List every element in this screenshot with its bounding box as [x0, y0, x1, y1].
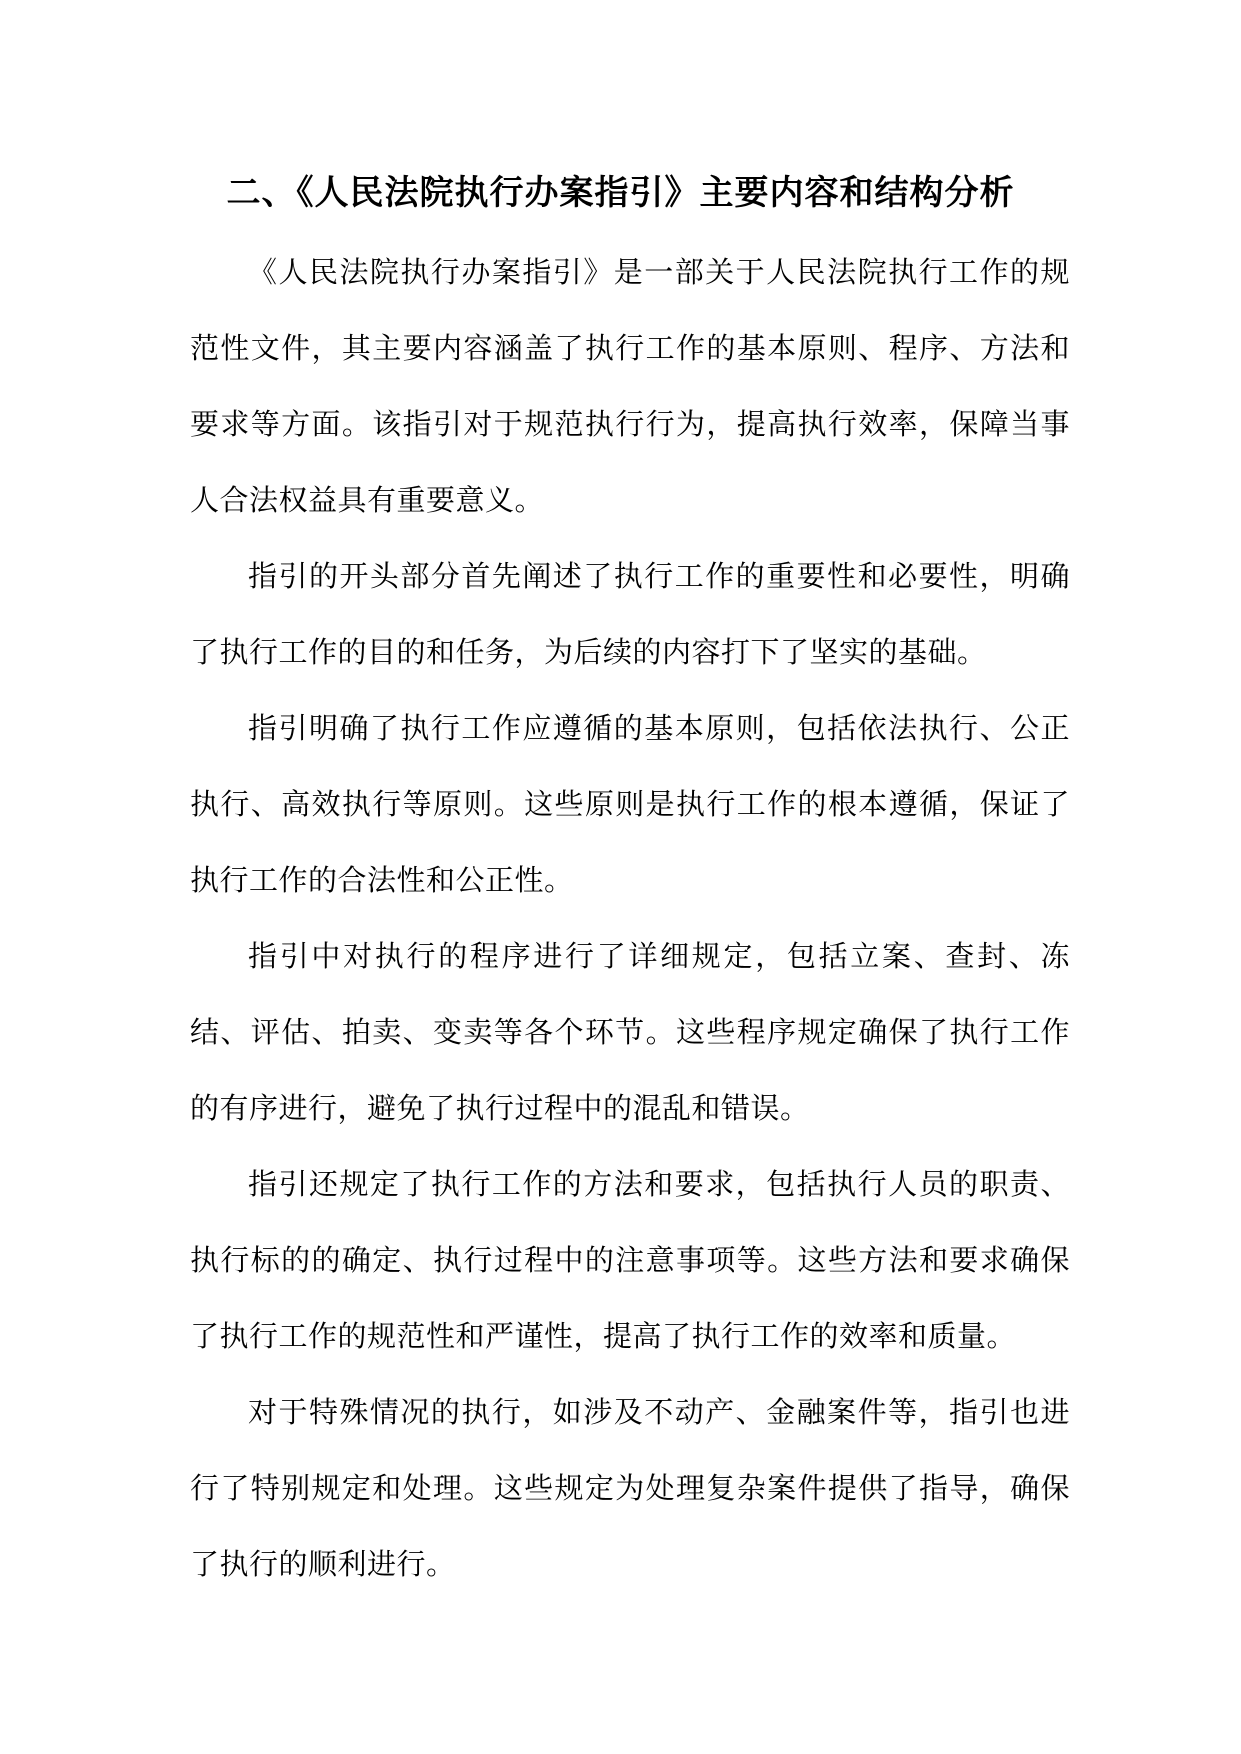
paragraph-principles: 指引明确了执行工作应遵循的基本原则，包括依法执行、公正执行、高效执行等原则。这些原则是执行工作的根本遵循，保证了执行工作的合法性和公正性。 [190, 711, 1070, 897]
document-body [190, 234, 1070, 1602]
paragraph-opening: 指引的开头部分首先阐述了执行工作的重要性和必要性，明确了执行工作的目的和任务，为后续的内容打下了坚实的基础。 [190, 559, 1070, 669]
paragraph-overview: 《人民法院执行办案指引》是一部关于人民法院执行工作的规范性文件，其主要内容涵盖了执行工作的基本原则、程序、方法和要求等方面。该指引对于规范执行行为，提高执行效率，保障当事人合法权益具有重要意义。 [190, 255, 1070, 517]
section-title: 二、《人民法院执行办案指引》主要内容和结构分析 [226, 172, 1015, 213]
paragraph-methods: 指引还规定了执行工作的方法和要求，包括执行人员的职责、执行标的的确定、执行过程中的注意事项等。这些方法和要求确保了执行工作的规范性和严谨性，提高了执行工作的效率和质量。 [190, 1167, 1070, 1353]
paragraph-procedures: 指引中对执行的程序进行了详细规定，包括立案、查封、冻结、评估、拍卖、变卖等各个环节。这些程序规定确保了执行工作的有序进行，避免了执行过程中的混乱和错误。 [190, 939, 1070, 1125]
paragraph-special-cases: 对于特殊情况的执行，如涉及不动产、金融案件等，指引也进行了特别规定和处理。这些规定为处理复杂案件提供了指导，确保了执行的顺利进行。 [190, 1395, 1070, 1581]
